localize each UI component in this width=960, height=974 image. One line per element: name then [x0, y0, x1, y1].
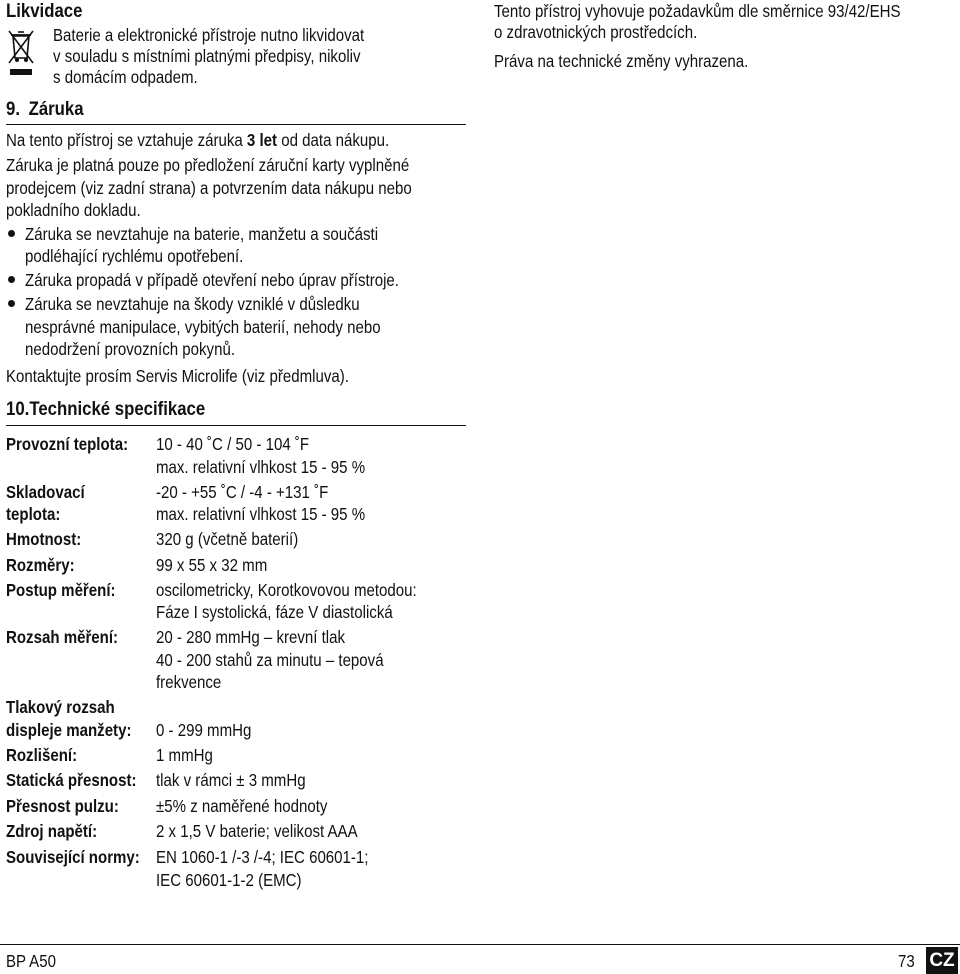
spec-label: Rozměry:: [6, 555, 75, 575]
disposal-line: s domácím odpadem.: [53, 67, 198, 87]
spec-value: tlak v rámci ± 3 mmHg: [156, 770, 306, 790]
spec-value: 99 x 55 x 32 mm: [156, 555, 268, 575]
spec-value: max. relativní vlhkost 15 - 95 %: [156, 457, 366, 477]
warranty-bullet-line: nedodržení provozních pokynů.: [25, 339, 236, 359]
spec-label: Tlakový rozsah: [6, 697, 115, 717]
spec-value: 1 mmHg: [156, 745, 213, 765]
spec-value: 0 - 299 mmHg: [156, 720, 252, 740]
warranty-bullet-line: Záruka propadá v případě otevření nebo úprav přístroje.: [25, 270, 399, 290]
spec-value: max. relativní vlhkost 15 - 95 %: [156, 504, 366, 524]
footer-divider: [0, 944, 960, 945]
page-number: 73: [898, 951, 915, 971]
spec-value: 20 - 280 mmHg – krevní tlak: [156, 627, 346, 647]
warranty-bullet-line: nesprávné manipulace, vybitých baterií, nehody nebo: [25, 317, 381, 337]
warranty-bullet-line: Záruka se nevztahuje na škody vzniklé v důsledku: [25, 294, 360, 314]
spec-label: Provozní teplota:: [6, 434, 129, 454]
specs-heading: 10.Technické specifikace: [6, 398, 206, 420]
disposal-line: Baterie a elektronické přístroje nutno likvidovat: [53, 25, 365, 45]
spec-label: Hmotnost:: [6, 529, 82, 549]
crossed-out-wheelie-bin-icon: [6, 28, 36, 76]
spec-value: -20 - +55 ˚C / -4 - +131 ˚F: [156, 482, 329, 502]
spec-value: ±5% z naměřené hodnoty: [156, 796, 328, 816]
spec-label: Zdroj napětí:: [6, 821, 98, 841]
spec-value: 2 x 1,5 V baterie; velikost AAA: [156, 821, 358, 841]
spec-value: frekvence: [156, 672, 222, 692]
warranty-paragraph-line: prodejcem (viz zadní strana) a potvrzením data nákupu nebo: [6, 178, 412, 198]
bullet-marker: [8, 276, 15, 283]
spec-value: Fáze I systolická, fáze V diastolická: [156, 602, 393, 622]
disposal-heading: Likvidace: [6, 0, 83, 22]
section-divider: [6, 124, 466, 125]
bullet-marker: [8, 300, 15, 307]
spec-value: IEC 60601-1-2 (EMC): [156, 870, 302, 890]
spec-label: Skladovací: [6, 482, 85, 502]
disposal-line: v souladu s místními platnými předpisy, nikoliv: [53, 46, 361, 66]
compliance-line: o zdravotnických prostředcích.: [494, 22, 698, 42]
warranty-bullet-line: Záruka se nevztahuje na baterie, manžetu a součásti: [25, 224, 379, 244]
spec-value: 10 - 40 ˚C / 50 - 104 ˚F: [156, 434, 310, 454]
spec-label: Rozsah měření:: [6, 627, 119, 647]
spec-label: displeje manžety:: [6, 720, 132, 740]
spec-label: teplota:: [6, 504, 61, 524]
warranty-bullet-line: podléhající rychlému opotřebení.: [25, 246, 244, 266]
language-badge: CZ: [926, 947, 958, 974]
spec-value: 40 - 200 stahů za minutu – tepová: [156, 650, 384, 670]
spec-label: Rozlišení:: [6, 745, 78, 765]
compliance-line: Práva na technické změny vyhrazena.: [494, 51, 749, 71]
spec-value: EN 1060-1 /-3 /-4; IEC 60601-1;: [156, 847, 369, 867]
bullet-marker: [8, 230, 15, 237]
spec-label: Postup měření:: [6, 580, 116, 600]
warranty-heading: 9. Záruka: [6, 98, 84, 120]
warranty-paragraph-line: pokladního dokladu.: [6, 200, 141, 220]
spec-label: Související normy:: [6, 847, 140, 867]
warranty-paragraph-line: Záruka je platná pouze po předložení záruční karty vyplněné: [6, 155, 410, 175]
spec-value: oscilometricky, Korotkovovou metodou:: [156, 580, 417, 600]
spec-label: Přesnost pulzu:: [6, 796, 119, 816]
compliance-line: Tento přístroj vyhovuje požadavkům dle směrnice 93/42/EHS: [494, 1, 901, 21]
spec-value: 320 g (včetně baterií): [156, 529, 299, 549]
spec-label: Statická přesnost:: [6, 770, 137, 790]
footer-model: BP A50: [6, 951, 56, 971]
section-divider: [6, 425, 466, 426]
warranty-intro: Na tento přístroj se vztahuje záruka 3 let od data nákupu.: [6, 130, 390, 150]
warranty-contact: Kontaktujte prosím Servis Microlife (viz předmluva).: [6, 366, 349, 386]
